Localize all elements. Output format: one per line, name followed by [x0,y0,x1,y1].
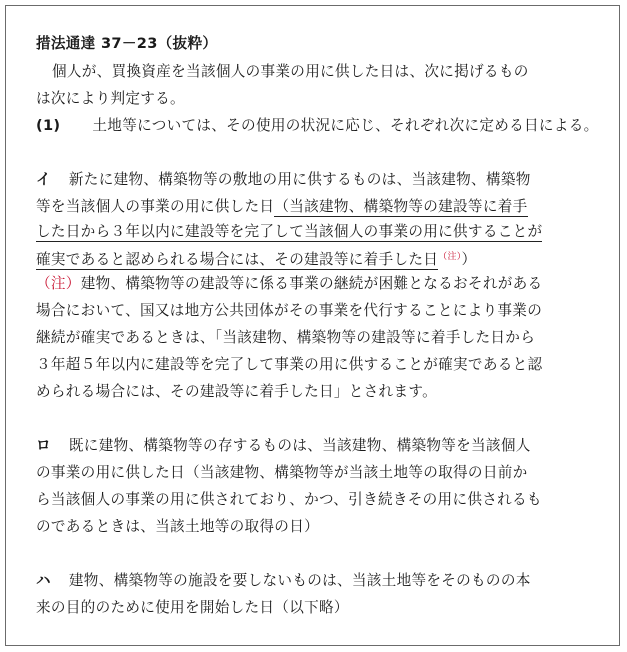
ha-line-1: ハ 建物、構築物等の施設を要しないものは、当該土地等をそのものの本 [36,572,531,589]
i-label: イ [36,171,51,188]
i-line-3: した日から３年以内に建設等を完了して当該個人の事業の用に供することが [36,223,543,240]
ha-label: ハ [36,572,51,589]
i-line-2: 等を当該個人の事業の用に供した日（当該建物、構築物等の建設等に着手 [36,198,528,215]
note-line-2: 場合において、国又は地方公共団体がその事業を代行することにより事業の [36,302,543,319]
item1-label: (1) [36,117,61,134]
note-line-1: （注）建物、構築物等の建設等に係る事業の継続が困難となるおそれがある [36,275,543,292]
note-line-3: 継続が確実であるときは、「当該建物、構築物等の建設等に着手した日から [36,329,536,346]
ha-line-2: 来の目的のために使用を開始した日（以下略） [36,599,349,616]
ro-line-3: ら当該個人の事業の用に供されており、かつ、引き続きその用に供されるも [36,491,542,508]
ro-line-4: のであるときは、当該土地等の取得の日） [36,518,319,535]
intro-line-1: 個人が、買換資産を当該個人の事業の用に供した日は、次に掲げるもの [52,63,529,80]
i-underlined-clause: （当該建物、構築物等の建設等に着手 [274,198,528,215]
item1-text: 土地等については、その使用の状況に応じ、それぞれ次に定める日による。 [92,117,599,134]
note-line-4: ３年超５年以内に建設等を完了して事業の用に供することが確実であると認 [36,356,543,373]
document-title: 措法通達 37－23（抜粋） [36,35,218,52]
intro-line-2: は次により判定する。 [36,90,185,107]
i-line-4: 確実であると認められる場合には、その建設等に着手した日$^{(注)}$） [36,251,477,268]
ro-label: ロ [36,437,51,454]
i-line-1: イ 新たに建物、構築物等の敷地の用に供するものは、当該建物、構築物 [36,171,531,188]
note-reference: （注） [438,252,462,262]
note-line-5: められる場合には、その建設等に着手した日」とされます。 [36,383,437,400]
item1-line [36,116,599,136]
ro-line-2: の事業の用に供した日（当該建物、構築物等が当該土地等の取得の日前か [36,464,528,481]
ro-line-1: ロ 既に建物、構築物等の存するものは、当該建物、構築物等を当該個人 [36,437,531,454]
note-label: （注） [36,275,81,292]
